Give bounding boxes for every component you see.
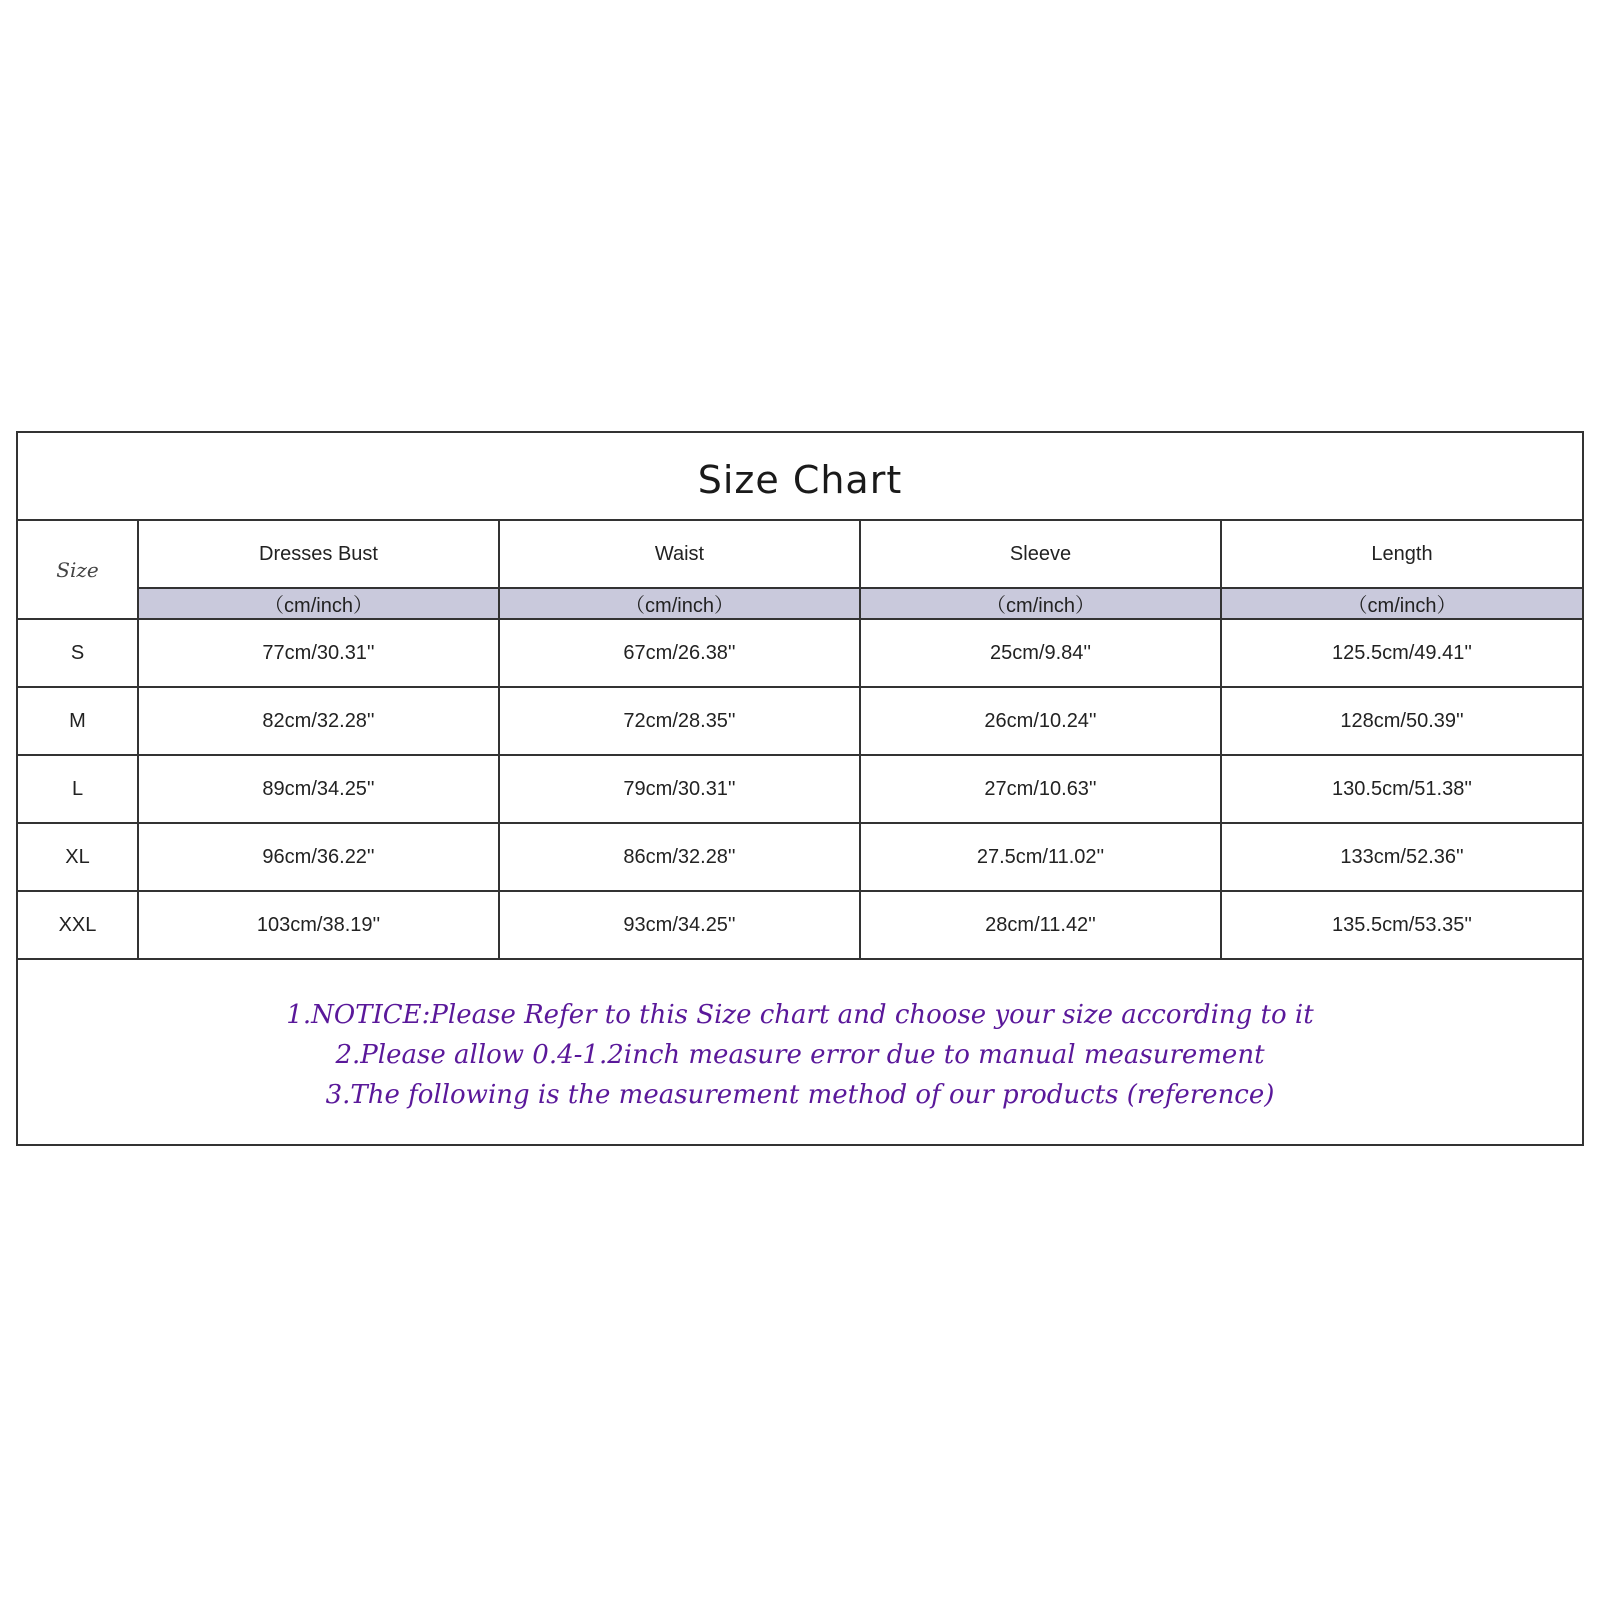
- table-row: [18, 823, 1582, 891]
- notes-section: [18, 960, 1582, 1150]
- column-header-bust: Dresses Bust: [138, 521, 499, 588]
- sleeve-cell: 25cm/9.84'': [860, 619, 1221, 687]
- size-label: L: [18, 755, 138, 823]
- unit-label: （cm/inch）: [138, 588, 499, 619]
- size-chart-title: Size Chart: [697, 458, 903, 502]
- size-label: XXL: [18, 891, 138, 959]
- waist-cell: 86cm/32.28'': [499, 823, 860, 891]
- waist-cell: 93cm/34.25'': [499, 891, 860, 959]
- length-cell: 125.5cm/49.41'': [1221, 619, 1582, 687]
- bust-cell: 89cm/34.25'': [138, 755, 499, 823]
- header-row: [18, 521, 1582, 588]
- note-line: 2.Please allow 0.4-1.2inch measure error due to manual measurement: [335, 1040, 1265, 1070]
- size-label: S: [18, 619, 138, 687]
- unit-row: [18, 588, 1582, 619]
- title-row: [18, 433, 1582, 521]
- size-chart-frame: [16, 431, 1584, 1146]
- bust-cell: 96cm/36.22'': [138, 823, 499, 891]
- sleeve-cell: 27.5cm/11.02'': [860, 823, 1221, 891]
- table-row: [18, 891, 1582, 959]
- waist-cell: 79cm/30.31'': [499, 755, 860, 823]
- size-table: [18, 521, 1582, 960]
- sleeve-cell: 28cm/11.42'': [860, 891, 1221, 959]
- bust-cell: 77cm/30.31'': [138, 619, 499, 687]
- waist-cell: 67cm/26.38'': [499, 619, 860, 687]
- sleeve-cell: 27cm/10.63'': [860, 755, 1221, 823]
- length-cell: 128cm/50.39'': [1221, 687, 1582, 755]
- length-cell: 135.5cm/53.35'': [1221, 891, 1582, 959]
- table-row: [18, 619, 1582, 687]
- length-cell: 130.5cm/51.38'': [1221, 755, 1582, 823]
- unit-label: （cm/inch）: [1221, 588, 1582, 619]
- size-column-header: Size: [18, 521, 138, 619]
- bust-cell: 103cm/38.19'': [138, 891, 499, 959]
- column-header-waist: Waist: [499, 521, 860, 588]
- column-header-sleeve: Sleeve: [860, 521, 1221, 588]
- size-label: M: [18, 687, 138, 755]
- column-header-length: Length: [1221, 521, 1582, 588]
- table-row: [18, 687, 1582, 755]
- table-row: [18, 755, 1582, 823]
- size-label: XL: [18, 823, 138, 891]
- waist-cell: 72cm/28.35'': [499, 687, 860, 755]
- length-cell: 133cm/52.36'': [1221, 823, 1582, 891]
- note-line: 3.The following is the measurement method of our products (reference): [325, 1080, 1275, 1110]
- note-line: 1.NOTICE:Please Refer to this Size chart and choose your size according to it: [286, 1000, 1314, 1030]
- sleeve-cell: 26cm/10.24'': [860, 687, 1221, 755]
- unit-label: （cm/inch）: [499, 588, 860, 619]
- unit-label: （cm/inch）: [860, 588, 1221, 619]
- bust-cell: 82cm/32.28'': [138, 687, 499, 755]
